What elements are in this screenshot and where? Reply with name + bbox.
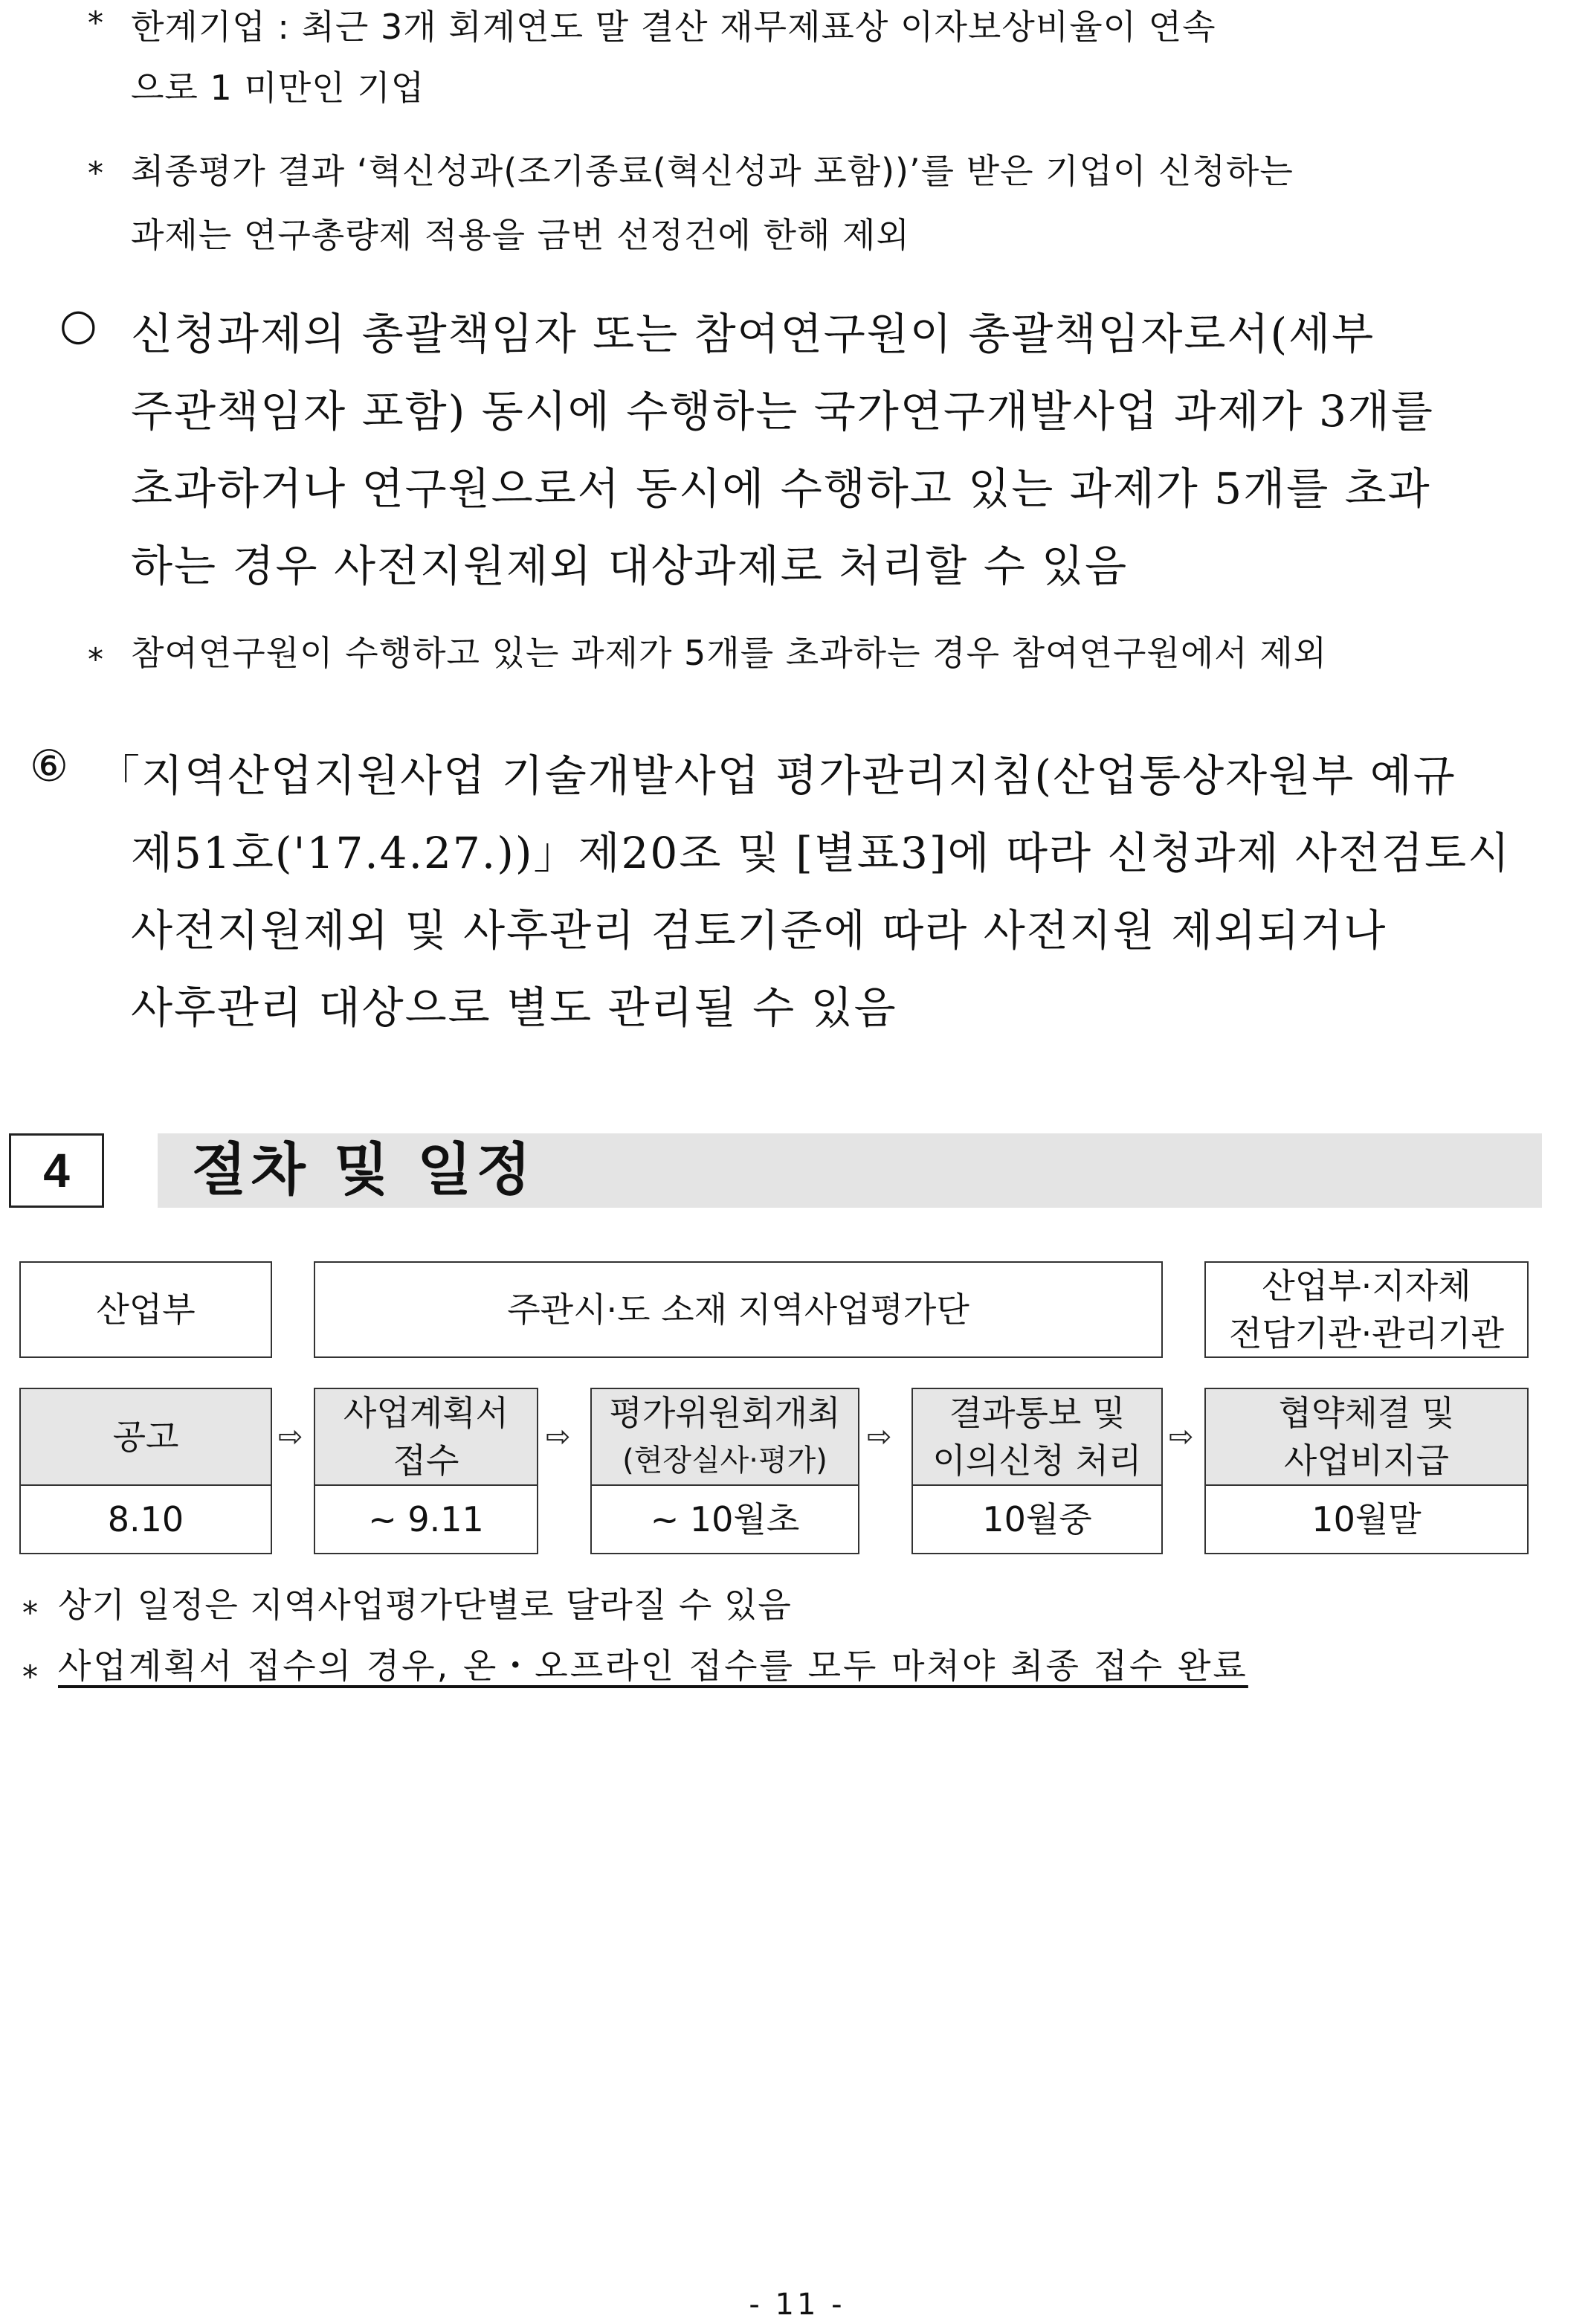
arrow-right-icon: ⇨ [1169, 1420, 1194, 1454]
step-date: 10월말 [1204, 1484, 1529, 1554]
section-title: 절차 및 일정 [192, 1136, 535, 1203]
paragraph-line: 사후관리 대상으로 별도 관리될 수 있음 [131, 982, 897, 1033]
note-asterisk: * [88, 641, 104, 677]
paragraph-line: 하는 경우 사전지원제외 대상과제로 처리할 수 있음 [131, 541, 1129, 591]
org-label: 산업부·지자체 [1262, 1266, 1471, 1306]
paragraph-line: 제51호('17.4.27.))」제20조 및 [별표3]에 따라 신청과제 사전검토시 [131, 828, 1511, 878]
org-box-ministry [19, 1261, 272, 1358]
page-number: - 11 - [749, 2288, 845, 2322]
step-label: (현장실사·평가) [622, 1443, 827, 1478]
submission-note: 사업계획서 접수의 경우, 온・오프라인 접수를 모두 마쳐야 최종 접수 완료 [58, 1646, 1248, 1686]
note-line: 최종평가 결과 ‘혁신성과(조기종료(혁신성과 포함))’를 받은 기업이 신청하는 [131, 151, 1294, 191]
note-asterisk: * [88, 155, 104, 191]
arrow-right-icon: ⇨ [278, 1420, 303, 1454]
paragraph-line: 초과하거나 연구원으로서 동시에 수행하고 있는 과제가 5개를 초과 [131, 463, 1431, 514]
step-label: 사업계획서 [343, 1393, 509, 1433]
org-box-regional-evaluation [314, 1261, 1163, 1358]
schedule-note: 상기 일정은 지역사업평가단별로 달라질 수 있음 [58, 1585, 792, 1625]
circled-number-6: ⑥ [30, 741, 70, 791]
step-label: 사업비지급 [1283, 1441, 1450, 1481]
paragraph-line: 사전지원제외 및 사후관리 검토기준에 따라 사전지원 제외되거나 [131, 905, 1387, 956]
arrow-right-icon: ⇨ [546, 1420, 571, 1454]
step-box-plan-submission [314, 1388, 538, 1486]
org-label: 전담기관·관리기관 [1228, 1313, 1505, 1353]
arrow-right-icon: ⇨ [867, 1420, 892, 1454]
step-date: ~ 9.11 [314, 1484, 538, 1554]
section-number: 4 [9, 1133, 104, 1208]
step-date: ~ 10월초 [590, 1484, 859, 1554]
step-box-announcement [19, 1388, 272, 1486]
paragraph-line: 「지역산업지원사업 기술개발사업 평가관리지침(산업통상자원부 예규 [97, 750, 1456, 801]
org-box-agencies [1204, 1261, 1529, 1358]
org-label: 주관시·도 소재 지역사업평가단 [507, 1290, 969, 1330]
step-label: 결과통보 및 [949, 1393, 1126, 1433]
step-label: 접수 [393, 1441, 459, 1481]
note-asterisk: * [22, 1594, 39, 1631]
step-label: 이의신청 처리 [932, 1441, 1142, 1481]
step-box-evaluation-committee [590, 1388, 859, 1486]
step-date: 8.10 [19, 1484, 272, 1554]
step-label: 평가위원회개최 [609, 1393, 841, 1433]
note-line: 으로 1 미만인 기업 [131, 68, 425, 108]
step-label: 공고 [112, 1417, 179, 1457]
circle-bullet: ○ [59, 299, 99, 350]
note-line: 참여연구원이 수행하고 있는 과제가 5개를 초과하는 경우 참여연구원에서 제외 [131, 633, 1328, 673]
paragraph-line: 주관책임자 포함) 동시에 수행하는 국가연구개발사업 과제가 3개를 [131, 386, 1434, 437]
step-box-result-notice [911, 1388, 1163, 1486]
note-asterisk: * [22, 1658, 39, 1695]
paragraph-line: 신청과제의 총괄책임자 또는 참여연구원이 총괄책임자로서(세부 [131, 309, 1375, 359]
step-label: 협약체결 및 [1278, 1393, 1455, 1433]
org-label: 산업부 [96, 1290, 196, 1330]
step-box-agreement [1204, 1388, 1529, 1486]
note-asterisk: * [88, 4, 104, 41]
note-line: 한계기업 : 최근 3개 회계연도 말 결산 재무제표상 이자보상비율이 연속 [131, 7, 1216, 47]
note-line: 과제는 연구총량제 적용을 금번 선정건에 한해 제외 [131, 215, 910, 255]
step-date: 10월중 [911, 1484, 1163, 1554]
